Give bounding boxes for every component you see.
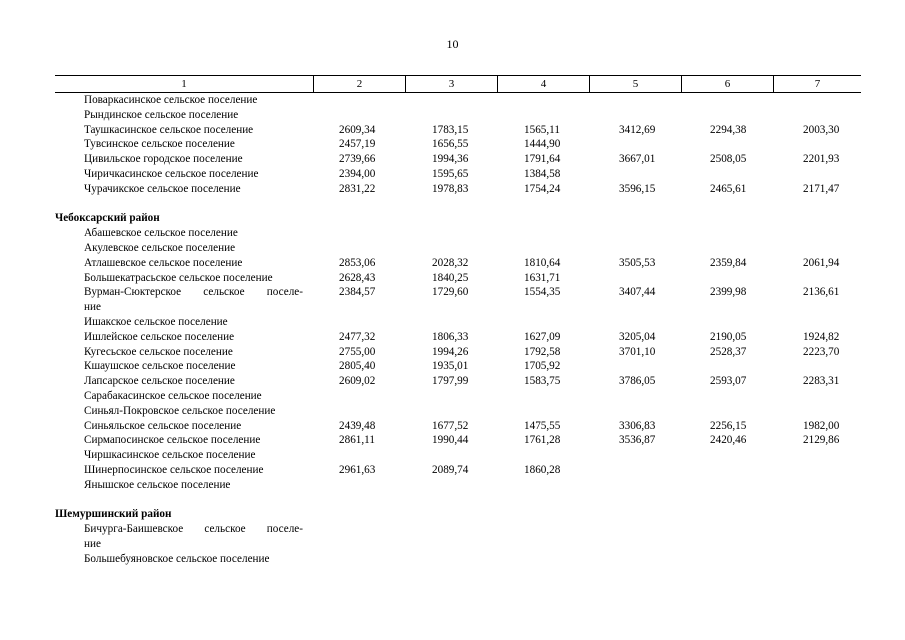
table-row <box>55 315 861 330</box>
value-col-7: 2061,94 <box>803 256 840 269</box>
value-col-6 <box>681 552 773 567</box>
table-row <box>55 374 861 389</box>
value-col-2 <box>313 522 405 537</box>
value-col-3 <box>405 93 497 108</box>
value-col-6: 2420,46 <box>710 434 747 447</box>
value-col-6: 2508,05 <box>710 153 747 166</box>
table-row <box>55 330 861 345</box>
settlement-name: Кшаушское сельское поселение <box>84 360 236 373</box>
value-col-5: 3306,83 <box>619 419 656 432</box>
value-col-2: 2394,00 <box>339 167 376 180</box>
table-row <box>55 93 861 108</box>
value-col-3 <box>405 300 497 315</box>
value-col-2 <box>313 93 405 108</box>
value-col-3: 1935,01 <box>432 360 469 373</box>
value-col-4 <box>497 389 589 404</box>
value-col-6 <box>681 315 773 330</box>
value-col-5 <box>589 137 681 152</box>
value-col-2 <box>313 448 405 463</box>
value-col-6: 2256,15 <box>710 419 747 432</box>
value-col-3 <box>405 404 497 419</box>
value-col-4 <box>497 522 589 537</box>
value-col-6: 2399,98 <box>710 286 747 299</box>
spacer-row <box>55 493 861 508</box>
settlement-name: ние <box>84 301 101 314</box>
settlement-name: Поваркасинское сельское поселение <box>84 94 258 106</box>
value-col-5: 3407,44 <box>619 286 656 299</box>
table-row <box>55 433 861 448</box>
value-col-2 <box>313 404 405 419</box>
district-heading <box>55 211 861 226</box>
value-col-5 <box>589 93 681 108</box>
value-col-6: 2294,38 <box>710 123 747 136</box>
settlement-name: Цивильское городское поселение <box>84 153 243 166</box>
settlement-name: Чиричкасинское сельское поселение <box>84 167 259 180</box>
settlement-name: Чиршкасинское сельское поселение <box>84 449 256 462</box>
value-col-3 <box>405 552 497 567</box>
value-col-3: 1994,36 <box>432 153 469 166</box>
settlement-name: Ишакское сельское поселение <box>84 315 228 328</box>
settlement-name: Акулевское сельское поселение <box>84 241 236 254</box>
value-col-6 <box>681 226 773 241</box>
value-col-7 <box>773 167 861 182</box>
value-col-2: 2805,40 <box>339 360 376 373</box>
value-col-4: 1754,24 <box>524 182 561 195</box>
value-col-7 <box>773 108 861 123</box>
settlement-name: Вурман-Сюктерское сельское поселе- <box>84 286 303 299</box>
value-col-7: 1924,82 <box>803 330 840 343</box>
header-col-7: 7 <box>773 76 861 92</box>
value-col-2: 2384,57 <box>339 286 376 299</box>
value-col-4 <box>497 552 589 567</box>
value-col-4: 1860,28 <box>524 463 561 476</box>
value-col-2: 2609,34 <box>339 123 376 136</box>
header-col-2: 2 <box>313 76 405 92</box>
value-col-7: 2201,93 <box>803 153 840 166</box>
value-col-5 <box>589 300 681 315</box>
settlement-name: Сарабакасинское сельское поселение <box>84 389 262 402</box>
value-col-4 <box>497 478 589 493</box>
value-col-3: 2028,32 <box>432 256 469 269</box>
settlement-name: Синьял-Покровское сельское поселение <box>84 404 276 417</box>
table-row <box>55 448 861 463</box>
value-col-4 <box>497 404 589 419</box>
value-col-3: 2089,74 <box>432 463 469 476</box>
header-col-5: 5 <box>589 76 681 92</box>
value-col-6 <box>681 448 773 463</box>
settlement-name: Чурачикское сельское поселение <box>84 182 241 195</box>
value-col-6 <box>681 359 773 374</box>
value-col-4 <box>497 108 589 123</box>
table-row <box>55 108 861 123</box>
table-row <box>55 389 861 404</box>
value-col-7: 2223,70 <box>803 345 840 358</box>
value-col-5: 3412,69 <box>619 123 656 136</box>
value-col-6 <box>681 137 773 152</box>
value-col-5 <box>589 404 681 419</box>
table-row <box>55 345 861 360</box>
value-col-7 <box>773 537 861 552</box>
value-col-4: 1475,55 <box>524 419 561 432</box>
table-row <box>55 478 861 493</box>
value-col-4: 1554,35 <box>524 286 561 299</box>
table-row <box>55 359 861 374</box>
value-col-7 <box>773 241 861 256</box>
value-col-5: 3667,01 <box>619 153 656 166</box>
value-col-3: 1806,33 <box>432 330 469 343</box>
value-col-5: 3596,15 <box>619 182 656 195</box>
table-row <box>55 182 861 197</box>
value-col-5: 3786,05 <box>619 375 656 388</box>
value-col-6: 2190,05 <box>710 330 747 343</box>
value-col-4 <box>497 537 589 552</box>
value-col-2: 2477,32 <box>339 330 376 343</box>
value-col-4: 1444,90 <box>524 138 561 151</box>
header-col-6: 6 <box>681 76 773 92</box>
value-col-5 <box>589 108 681 123</box>
value-col-2: 2439,48 <box>339 419 376 432</box>
value-col-3: 1729,60 <box>432 286 469 299</box>
header-col-3: 3 <box>405 76 497 92</box>
value-col-6 <box>681 108 773 123</box>
value-col-7 <box>773 271 861 286</box>
value-col-6 <box>681 167 773 182</box>
value-col-6 <box>681 404 773 419</box>
value-col-7 <box>773 522 861 537</box>
value-col-7 <box>773 300 861 315</box>
district-heading <box>55 507 861 522</box>
value-col-6 <box>681 389 773 404</box>
settlement-name: ние <box>84 537 101 550</box>
value-col-7 <box>773 552 861 567</box>
settlement-name: Абашевское сельское поселение <box>84 227 238 240</box>
value-col-3 <box>405 315 497 330</box>
value-col-5 <box>589 271 681 286</box>
settlement-name: Шинерпосинское сельское поселение <box>84 463 264 476</box>
value-col-7: 2136,61 <box>803 286 840 299</box>
value-col-7 <box>773 359 861 374</box>
value-col-2 <box>313 315 405 330</box>
value-col-4: 1791,64 <box>524 153 561 166</box>
value-col-2: 2609,02 <box>339 375 376 388</box>
table-row <box>55 552 861 567</box>
value-col-4 <box>497 448 589 463</box>
value-col-5 <box>589 226 681 241</box>
value-col-2: 2831,22 <box>339 182 376 195</box>
value-col-4: 1705,92 <box>524 360 561 373</box>
table-row <box>55 167 861 182</box>
value-col-3: 1783,15 <box>432 123 469 136</box>
settlement-name: Тувсинское сельское поселение <box>84 138 235 151</box>
value-col-2 <box>313 241 405 256</box>
value-col-5 <box>589 448 681 463</box>
value-col-3 <box>405 478 497 493</box>
value-col-4 <box>497 300 589 315</box>
value-col-5: 3505,53 <box>619 256 656 269</box>
value-col-7 <box>773 226 861 241</box>
value-col-5: 3536,87 <box>619 434 656 447</box>
value-col-3 <box>405 389 497 404</box>
value-col-2: 2457,19 <box>339 138 376 151</box>
value-col-7 <box>773 478 861 493</box>
value-col-5 <box>589 167 681 182</box>
value-col-7 <box>773 463 861 478</box>
settlement-name: Синьяльское сельское поселение <box>84 419 242 432</box>
value-col-4: 1761,28 <box>524 434 561 447</box>
value-col-3: 1656,55 <box>432 138 469 151</box>
table-body <box>55 93 861 567</box>
table-row <box>55 271 861 286</box>
settlement-name: Таушкасинское сельское поселение <box>84 123 254 136</box>
value-col-6 <box>681 300 773 315</box>
settlement-name: Лапсарское сельское поселение <box>84 375 235 388</box>
value-col-6 <box>681 241 773 256</box>
page-number: 10 <box>446 37 459 51</box>
district-name: Чебоксарский район <box>55 212 160 225</box>
value-col-5 <box>589 463 681 478</box>
value-col-3 <box>405 537 497 552</box>
value-col-7: 1982,00 <box>803 419 840 432</box>
value-col-7: 2171,47 <box>803 182 840 195</box>
value-col-2 <box>313 537 405 552</box>
value-col-5 <box>589 241 681 256</box>
value-col-3: 1797,99 <box>432 375 469 388</box>
spacer-row <box>55 197 861 212</box>
value-col-7 <box>773 93 861 108</box>
value-col-4: 1627,09 <box>524 330 561 343</box>
table-row <box>55 137 861 152</box>
value-col-2 <box>313 300 405 315</box>
settlement-name: Ишлейское сельское поселение <box>84 330 235 343</box>
settlement-name: Большекатрасьское сельское поселение <box>84 271 273 284</box>
value-col-6 <box>681 93 773 108</box>
value-col-5 <box>589 552 681 567</box>
value-col-4: 1384,58 <box>524 167 561 180</box>
value-col-4: 1792,58 <box>524 345 561 358</box>
value-col-5 <box>589 537 681 552</box>
value-col-7 <box>773 448 861 463</box>
value-col-7 <box>773 389 861 404</box>
table-header <box>55 75 861 93</box>
header-col-4: 4 <box>497 76 589 92</box>
value-col-6 <box>681 271 773 286</box>
value-col-3: 1994,26 <box>432 345 469 358</box>
value-col-3 <box>405 241 497 256</box>
district-name: Шемуршинский район <box>55 508 172 521</box>
value-col-5: 3701,10 <box>619 345 656 358</box>
value-col-2: 2961,63 <box>339 463 376 476</box>
header-col-1: 1 <box>181 78 187 90</box>
value-col-4 <box>497 226 589 241</box>
value-col-6: 2528,37 <box>710 345 747 358</box>
value-col-6 <box>681 537 773 552</box>
value-col-4: 1565,11 <box>524 123 560 136</box>
value-col-2 <box>313 108 405 123</box>
value-col-4: 1631,71 <box>524 271 561 284</box>
value-col-3: 1677,52 <box>432 419 469 432</box>
value-col-6: 2465,61 <box>710 182 747 195</box>
value-col-5: 3205,04 <box>619 330 656 343</box>
table-row <box>55 241 861 256</box>
value-col-7: 2003,30 <box>803 123 840 136</box>
settlement-name: Атлашевское сельское поселение <box>84 256 243 269</box>
value-col-3: 1840,25 <box>432 271 469 284</box>
value-col-6 <box>681 522 773 537</box>
value-col-7 <box>773 404 861 419</box>
value-col-5 <box>589 315 681 330</box>
table-row <box>55 226 861 241</box>
value-col-3: 1990,44 <box>432 434 469 447</box>
value-col-2: 2739,66 <box>339 153 376 166</box>
value-col-2: 2853,06 <box>339 256 376 269</box>
settlement-name: Сирмапосинское сельское поселение <box>84 434 261 447</box>
value-col-3 <box>405 108 497 123</box>
value-col-3 <box>405 522 497 537</box>
table-row <box>55 123 861 138</box>
value-col-2 <box>313 226 405 241</box>
value-col-7: 2283,31 <box>803 375 840 388</box>
value-col-2 <box>313 478 405 493</box>
value-col-4: 1810,64 <box>524 256 561 269</box>
table-row <box>55 522 861 537</box>
value-col-2 <box>313 389 405 404</box>
value-col-4 <box>497 93 589 108</box>
table-row <box>55 463 861 478</box>
table-row <box>55 152 861 167</box>
value-col-7: 2129,86 <box>803 434 840 447</box>
value-col-6 <box>681 478 773 493</box>
table-row <box>55 404 861 419</box>
value-col-5 <box>589 522 681 537</box>
value-col-6 <box>681 463 773 478</box>
value-col-3 <box>405 448 497 463</box>
value-col-7 <box>773 137 861 152</box>
value-col-2 <box>313 552 405 567</box>
table-row <box>55 256 861 271</box>
value-col-4 <box>497 241 589 256</box>
value-col-2: 2755,00 <box>339 345 376 358</box>
value-col-5 <box>589 389 681 404</box>
value-col-2: 2628,43 <box>339 271 376 284</box>
value-col-7 <box>773 315 861 330</box>
table-row <box>55 300 861 315</box>
value-col-3: 1595,65 <box>432 167 469 180</box>
settlement-name: Рындинское сельское поселение <box>84 108 239 121</box>
value-col-5 <box>589 478 681 493</box>
value-col-4 <box>497 315 589 330</box>
value-col-4: 1583,75 <box>524 375 561 388</box>
data-table <box>55 75 861 567</box>
value-col-6: 2359,84 <box>710 256 747 269</box>
table-row <box>55 419 861 434</box>
value-col-3: 1978,83 <box>432 182 469 195</box>
value-col-5 <box>589 359 681 374</box>
table-row <box>55 285 861 300</box>
settlement-name: Кугесьское сельское поселение <box>84 345 233 358</box>
value-col-6: 2593,07 <box>710 375 747 388</box>
value-col-3 <box>405 226 497 241</box>
table-row <box>55 537 861 552</box>
settlement-name: Бичурга-Баишевское сельское поселе- <box>84 523 303 536</box>
settlement-name: Большебуяновское сельское поселение <box>84 552 270 565</box>
value-col-2: 2861,11 <box>339 434 375 447</box>
settlement-name: Янышское сельское поселение <box>84 478 231 491</box>
